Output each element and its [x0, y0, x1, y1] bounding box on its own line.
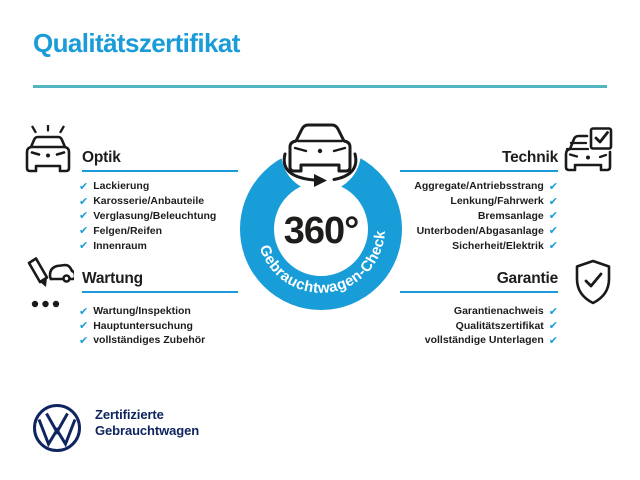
checklist-item: [79, 319, 205, 334]
360-check-badge: [216, 114, 426, 344]
item-label: Garantienachweis: [453, 305, 544, 318]
brand-line-1: Zertifizierte: [95, 407, 164, 422]
item-label: Aggregate/Antriebsstrang: [414, 180, 544, 193]
item-label: Verglasung/Beleuchtung: [93, 209, 217, 222]
check-icon: ✔: [79, 209, 89, 223]
item-label: vollständige Unterlagen: [424, 334, 544, 347]
item-label: Sicherheit/Elektrik: [452, 239, 544, 252]
check-icon: ✔: [548, 239, 558, 253]
section-label: Optik: [82, 149, 121, 166]
brand-claim: [95, 407, 199, 438]
section-label: Garantie: [496, 270, 558, 287]
item-label: Unterboden/Abgasanlage: [416, 224, 544, 237]
shield-check-icon: [574, 259, 612, 305]
brand-line-2: Gebrauchtwagen: [95, 422, 200, 438]
checklist-item: [79, 194, 216, 209]
check-icon: ✔: [548, 304, 558, 318]
check-icon: ✔: [548, 209, 558, 223]
page-title: Qualitätszertifikat: [33, 28, 240, 58]
section-label: Technik: [501, 149, 558, 166]
car-shine-icon: [22, 125, 74, 177]
check-icon: ✔: [79, 319, 89, 333]
section-label: Wartung: [82, 270, 143, 287]
item-label: Felgen/Reifen: [93, 224, 163, 237]
item-label: Karosserie/Anbauteile: [93, 195, 205, 208]
pen-car-icon: [22, 256, 74, 312]
badge-degrees: 360°: [283, 210, 359, 252]
check-icon: ✔: [79, 179, 89, 193]
item-label: Qualitätszertifikat: [455, 319, 544, 332]
item-label: Bremsanlage: [477, 209, 544, 222]
check-icon: ✔: [548, 319, 558, 333]
checklist-item: [79, 333, 205, 348]
check-icon: ✔: [79, 239, 89, 253]
item-label: Hauptuntersuchung: [93, 319, 193, 332]
section-header-optik: [82, 149, 238, 172]
item-label: Lackierung: [93, 180, 150, 193]
section-header-wartung: [82, 270, 238, 293]
check-icon: ✔: [548, 194, 558, 208]
checklist-item: [79, 179, 216, 194]
wartung-checklist: [79, 304, 205, 348]
checklist-item: [79, 238, 216, 253]
check-icon: ✔: [79, 224, 89, 238]
item-label: Innenraum: [93, 239, 147, 252]
checklist-item: [79, 223, 216, 238]
car-checkbox-icon: [562, 127, 614, 175]
item-label: Lenkung/Fahrwerk: [450, 195, 544, 208]
item-label: vollständiges Zubehör: [93, 334, 206, 347]
check-icon: ✔: [79, 304, 89, 318]
title-divider: [33, 85, 607, 88]
check-icon: ✔: [79, 333, 89, 347]
checklist-item: [79, 304, 205, 319]
check-icon: ✔: [548, 224, 558, 238]
check-icon: ✔: [79, 194, 89, 208]
check-icon: ✔: [548, 179, 558, 193]
checklist-item: [79, 209, 216, 224]
optik-checklist: [79, 179, 216, 253]
vw-logo: [32, 403, 82, 453]
item-label: Wartung/Inspektion: [93, 305, 191, 318]
badge-ring-text: Gebrauchtwagen-Check: [255, 229, 390, 298]
check-icon: ✔: [548, 333, 558, 347]
